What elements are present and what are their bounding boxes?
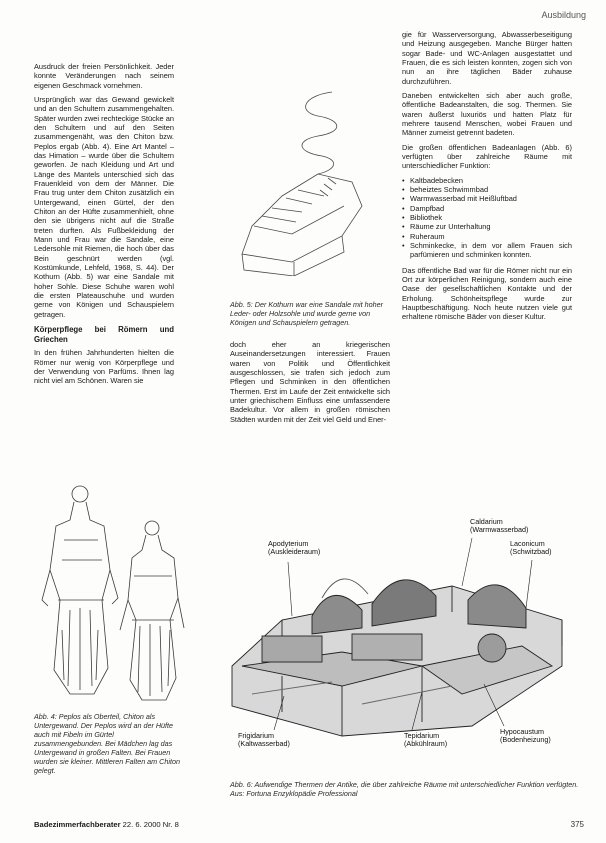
apodyterium-name: Apodyterium — [268, 539, 309, 548]
tepidarium-label — [404, 732, 447, 748]
footer-publication — [34, 820, 179, 829]
section-heading: Körperpflege bei Römern und Griechen — [34, 324, 174, 344]
caldarium-desc: (Warmwasserbad) — [470, 524, 529, 534]
facility-item: • Dampfbad — [402, 204, 572, 213]
tepidarium-desc: (Abkühlraum) — [404, 738, 448, 748]
laconicum-desc: (Schwitzbad) — [510, 546, 552, 556]
hypocaustum-label — [500, 728, 551, 744]
caldarium-name: Caldarium — [470, 517, 503, 526]
page-number: 375 — [570, 820, 584, 829]
facility-item: • Warmwasserbad mit Heißluftbad — [402, 194, 572, 203]
col1-paragraph-2: Ursprünglich war das Gewand gewickelt und an den Schultern zusammengehalten. Später wurden zwei rechteckige Stücke an den Schultern und auf den Seiten zusammengenäht, was den Chiton bzw. Peplos ergab (Abb. 4). Eine Art Mantel – das Himation – wurde über die Schultern geworfen. Je nach Kleidung und Art und Länge des Mantels unterschied sich das Frauenkleid von dem der Männer. Die Frau trug unter dem Chiton zusätzlich ein Untergewand, einen Gürtel, der den Chiton an der Hüfte zusammenhielt, ohne den sie übrigens nicht auf die Straße treten durften. Als Fußbekleidung der Mann und Frau war die Sandale, eine Ledersohle mit Riemen, die hoch über das Bein geschnürt werden (vgl. Kostümkunde, Lehfeld, 1968, S. 44). Der Kothurn (Abb. 5) war eine Sandale mit hoher Sohle. Diese Schuhe waren wohl die ersten Plateauschuhe und wurden gerne von Königen und Schauspielern getragen. — [34, 94, 174, 319]
facility-item: • beheiztes Schwimmbad — [402, 185, 572, 194]
facility-item: • Kaltbadebecken — [402, 176, 572, 185]
apodyterium-desc: (Auskleideraum) — [268, 546, 321, 556]
kothurn-sandal-illustration — [232, 86, 382, 276]
col3-paragraph-2: Daneben entwickelten sich aber auch große, öffentliche Badeanstalten, die sog. Thermen. Sie waren äußerst luxuriös und hatten Platz für mehrere tausend Menschen, wobei Frauen und Männer zumeist getrennt badeten. — [402, 90, 572, 138]
facility-item: • Räume zur Unterhaltung — [402, 222, 572, 231]
tepidarium-name: Tepidarium — [404, 731, 440, 740]
col2-paragraph-1: doch eher an kriegerischen Auseinandersetzungen interessiert. Frauen waren von Politik und Öffentlichkeit ausgeschlossen, sie trafen sich jedoch zum Pflegen und Schminken in den öffentlichen Thermen. Erst im Laufe der Zeit entwickelte sich unter griechischem Einfluss eine umfassendere Badekultur. Vor allem in großen römischen Städten wurden mit der Zeit viel Geld und Ener- — [230, 340, 390, 424]
hypocaustum-name: Hypocaustum — [500, 727, 544, 736]
laconicum-label — [510, 540, 552, 556]
apodyterium-label — [268, 540, 320, 556]
col3-paragraph-4: Das öffentliche Bad war für die Römer nicht nur ein Ort zur körperlichen Reinigung, sondern auch eine Oase der gesellschaftlichen Kontakte und der Erholung. Schönheitspflege wurde zur Hauptbeschäftigung. Noch heute nutzen viele gut erhaltene römische Bäder von dieser Kultur. — [402, 265, 572, 322]
facility-item: • Bibliothek — [402, 213, 572, 222]
figure-5-caption: Abb. 5: Der Kothurn war eine Sandale mit hoher Leder- oder Holzsohle und wurde gerne von Königen und Schauspielern getragen. — [230, 300, 384, 327]
caldarium-label — [470, 518, 528, 534]
magazine-name: Badezimmerfachberater — [34, 820, 121, 829]
facility-item: • Ruheraum — [402, 232, 572, 241]
frigidarium-desc: (Kaltwasserbad) — [238, 738, 290, 748]
peplos-chiton-illustration — [34, 480, 194, 706]
hypocaustum-desc: (Bodenheizung) — [500, 734, 551, 744]
col3-paragraph-3: Die großen öffentlichen Badeanlagen (Abb. 6) verfügten über zahlreiche Räume mit unterschiedlicher Funktion: — [402, 142, 572, 171]
section-header: Ausbildung — [541, 10, 586, 20]
frigidarium-name: Frigidarium — [238, 731, 274, 740]
issue-info: 22. 6. 2000 Nr. 8 — [122, 820, 179, 829]
facility-item: • Schminkecke, in dem vor allem Frauen sich parfümieren und schminken konnten. — [402, 241, 572, 260]
frigidarium-label — [238, 732, 290, 748]
column-1 — [34, 62, 174, 391]
col3-paragraph-1: gie für Wasserversorgung, Abwasserbeseitigung und Heizung ausgegeben. Manche Bürger hatten sogar Bade- und WC-Anlagen ausgestattet und Frauen, die es sich leisten konnten, zogen sich von nun an ihre täglichen Bäder zuhause durchzuführen. — [402, 30, 572, 86]
col1-paragraph-1: Ausdruck der freien Persönlichkeit. Jeder konnte Veränderungen nach seinem eigenen Geschmack vornehmen. — [34, 62, 174, 90]
figure-6-caption: Abb. 6: Aufwendige Thermen der Antike, die über zahlreiche Räume mit unterschiedlicher Funktion verfügten. Aus: Fortuna Enzyklopädie Professional — [230, 780, 579, 798]
figure-4-caption: Abb. 4: Peplos als Oberteil, Chiton als Untergewand. Der Peplos wird an der Hüfte auch mit Fibeln im Gürtel zusammengebunden. Bei Mädchen lag das Untergewand in großen Falten. Bei Frauen wurden sie kleiner. Mittleren Falten am Chiton gelegt. — [34, 712, 180, 775]
column-2 — [230, 340, 390, 429]
facility-list — [402, 176, 572, 260]
laconicum-name: Laconicum — [510, 539, 545, 548]
col1-paragraph-3: In den frühen Jahrhunderten hielten die Römer nur wenig von Körperpflege und der Verwendung von Parfüms. Ihnen lag nicht viel am Schönen. Waren sie — [34, 348, 174, 386]
column-3 — [402, 30, 572, 327]
